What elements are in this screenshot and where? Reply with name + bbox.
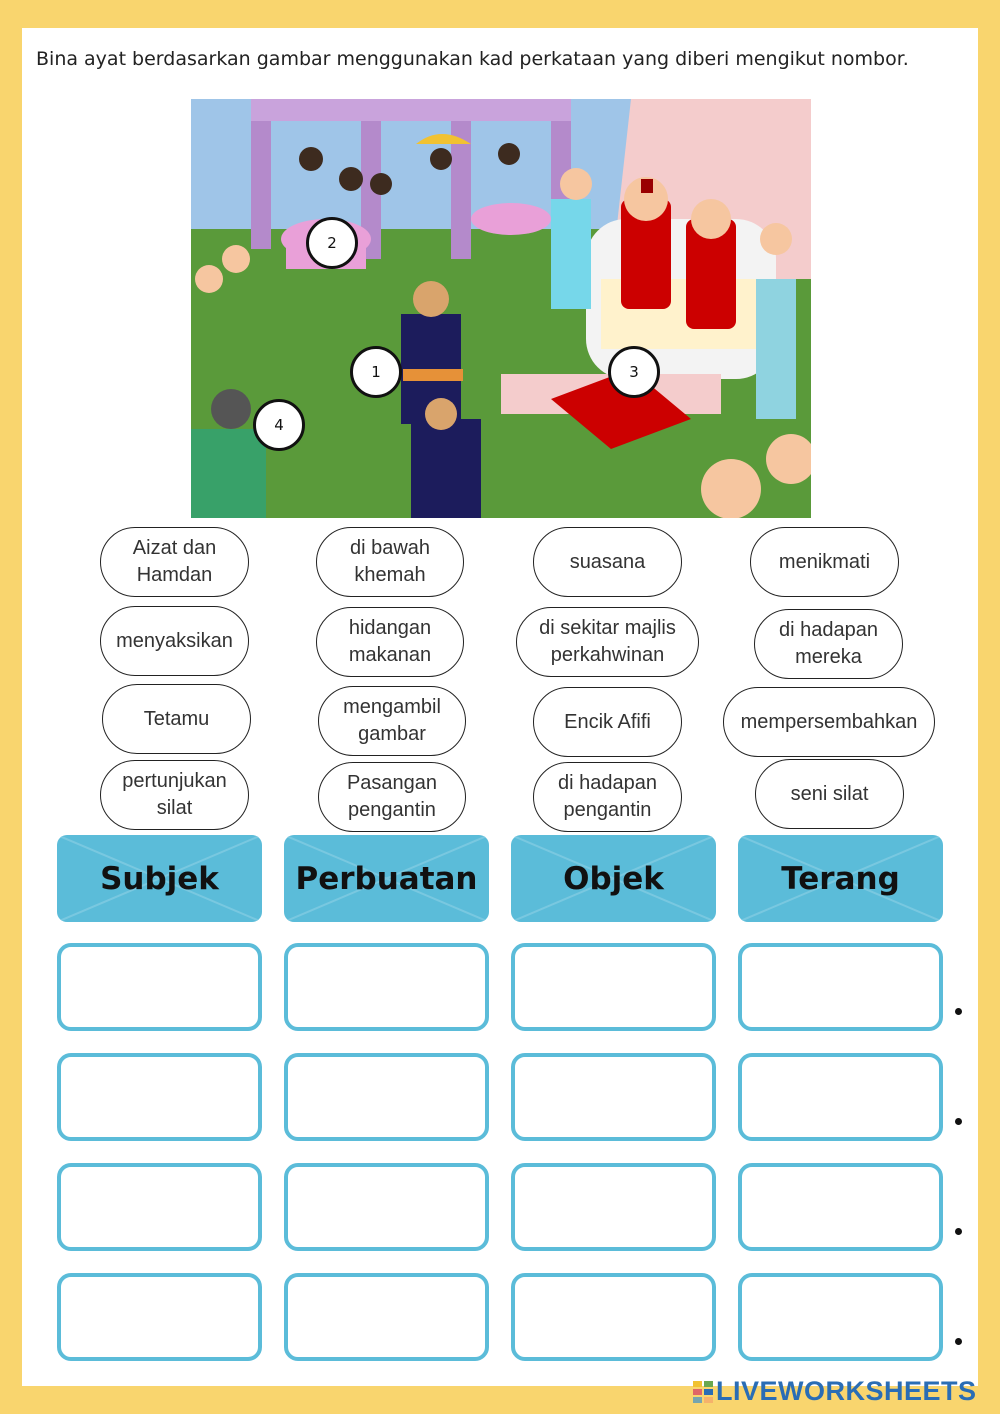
header-label: Terang	[781, 860, 900, 897]
word-card[interactable]: menyaksikan	[100, 606, 249, 676]
logo-text: LIVEWORKSHEETS	[716, 1376, 977, 1406]
marker-2: 2	[306, 217, 358, 269]
word-card[interactable]: di sekitar majlis perkahwinan	[516, 607, 699, 677]
word-card[interactable]: Tetamu	[102, 684, 251, 754]
header-label: Subjek	[100, 860, 219, 897]
header-subjek	[57, 835, 262, 922]
word-card[interactable]: hidangan makanan	[316, 607, 464, 677]
drop-box-row2-objek[interactable]	[511, 1053, 716, 1141]
drop-box-row4-terang[interactable]	[738, 1273, 943, 1361]
word-card[interactable]: mempersembahkan	[723, 687, 935, 757]
marker-1: 1	[350, 346, 402, 398]
header-terang	[738, 835, 943, 922]
drop-box-row1-terang[interactable]	[738, 943, 943, 1031]
drop-box-row4-perbuatan[interactable]	[284, 1273, 489, 1361]
drop-box-row3-objek[interactable]	[511, 1163, 716, 1251]
header-label: Perbuatan	[295, 860, 478, 897]
wedding-illustration	[191, 99, 811, 518]
drop-box-row2-subjek[interactable]	[57, 1053, 262, 1141]
drop-box-row3-subjek[interactable]	[57, 1163, 262, 1251]
word-card[interactable]: Pasangan pengantin	[318, 762, 466, 832]
word-card[interactable]: di hadapan pengantin	[533, 762, 682, 832]
word-card[interactable]: suasana	[533, 527, 682, 597]
drop-box-row1-perbuatan[interactable]	[284, 943, 489, 1031]
word-card[interactable]: di bawah khemah	[316, 527, 464, 597]
word-card[interactable]: mengambil gambar	[318, 686, 466, 756]
word-card[interactable]: Aizat dan Hamdan	[100, 527, 249, 597]
word-card[interactable]: seni silat	[755, 759, 904, 829]
liveworksheets-logo	[693, 1376, 977, 1407]
word-card[interactable]: di hadapan mereka	[754, 609, 903, 679]
word-card[interactable]: Encik Afifi	[533, 687, 682, 757]
drop-box-row2-terang[interactable]	[738, 1053, 943, 1141]
header-objek	[511, 835, 716, 922]
word-card[interactable]: pertunjukan silat	[100, 760, 249, 830]
marker-3: 3	[608, 346, 660, 398]
drop-box-row4-objek[interactable]	[511, 1273, 716, 1361]
drop-box-row3-terang[interactable]	[738, 1163, 943, 1251]
sentence-period	[955, 1118, 962, 1125]
drop-box-row2-perbuatan[interactable]	[284, 1053, 489, 1141]
sentence-period	[955, 1008, 962, 1015]
drop-box-row1-subjek[interactable]	[57, 943, 262, 1031]
liveworksheets-logo-icon	[693, 1381, 713, 1403]
header-label: Objek	[563, 860, 664, 897]
header-perbuatan	[284, 835, 489, 922]
word-card[interactable]: menikmati	[750, 527, 899, 597]
marker-4: 4	[253, 399, 305, 451]
instruction-text: Bina ayat berdasarkan gambar menggunakan kad perkataan yang diberi mengikut nombor.	[36, 48, 909, 70]
drop-box-row4-subjek[interactable]	[57, 1273, 262, 1361]
drop-box-row3-perbuatan[interactable]	[284, 1163, 489, 1251]
sentence-period	[955, 1338, 962, 1345]
drop-box-row1-objek[interactable]	[511, 943, 716, 1031]
sentence-period	[955, 1228, 962, 1235]
